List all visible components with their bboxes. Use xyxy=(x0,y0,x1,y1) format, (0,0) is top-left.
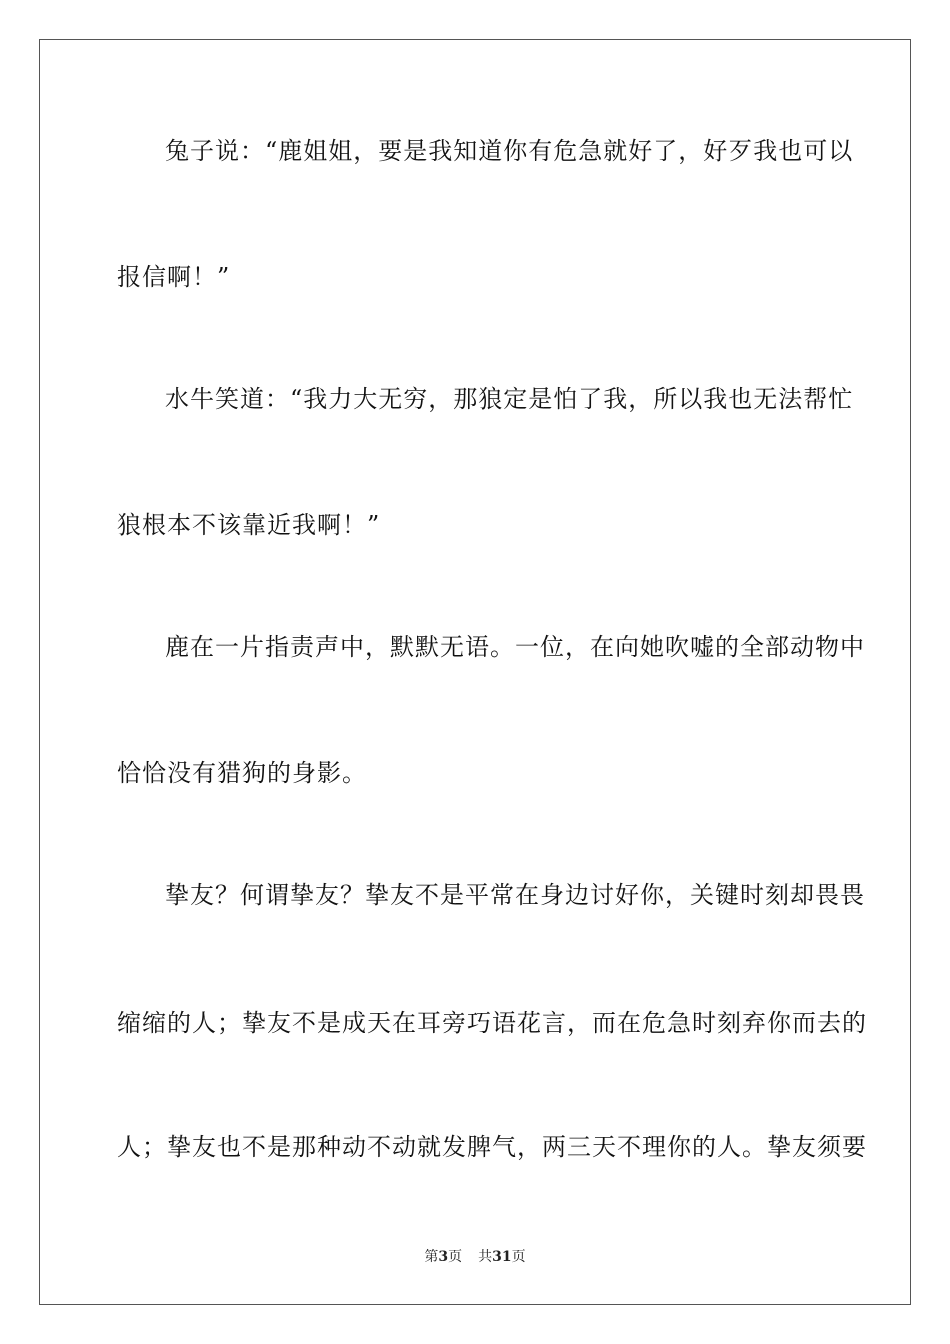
paragraph-line-7: 挚友？何谓挚友？挚友不是平常在身边讨好你，关键时刻却畏畏 xyxy=(165,881,865,909)
page-number: 3 xyxy=(438,1249,449,1265)
total-prefix: 共 xyxy=(478,1249,493,1265)
paragraph-line-6: 恰恰没有猎狗的身影。 xyxy=(117,759,367,787)
page-suffix: 页 xyxy=(448,1249,463,1265)
page-prefix: 第 xyxy=(424,1249,439,1265)
paragraph-line-5: 鹿在一片指责声中，默默无语。一位，在向她吹嘘的全部动物中 xyxy=(165,633,865,661)
paragraph-line-8: 缩缩的人；挚友不是成天在耳旁巧语花言，而在危急时刻弃你而去的 xyxy=(117,1009,867,1037)
paragraph-line-3: 水牛笑道：“我力大无穷，那狼定是怕了我，所以我也无法帮忙 xyxy=(165,385,854,413)
paragraph-line-1: 兔子说：“鹿姐姐，要是我知道你有危急就好了，好歹我也可以 xyxy=(165,137,854,165)
paragraph-line-9: 人；挚友也不是那种动不动就发脾气，两三天不理你的人。挚友须要 xyxy=(117,1133,867,1161)
total-suffix: 页 xyxy=(511,1249,526,1265)
page-frame xyxy=(39,39,911,1305)
total-pages: 31 xyxy=(492,1249,512,1265)
page-footer xyxy=(0,1248,950,1266)
paragraph-line-2: 报信啊！” xyxy=(117,263,231,291)
paragraph-line-4: 狼根本不该靠近我啊！” xyxy=(117,511,381,539)
